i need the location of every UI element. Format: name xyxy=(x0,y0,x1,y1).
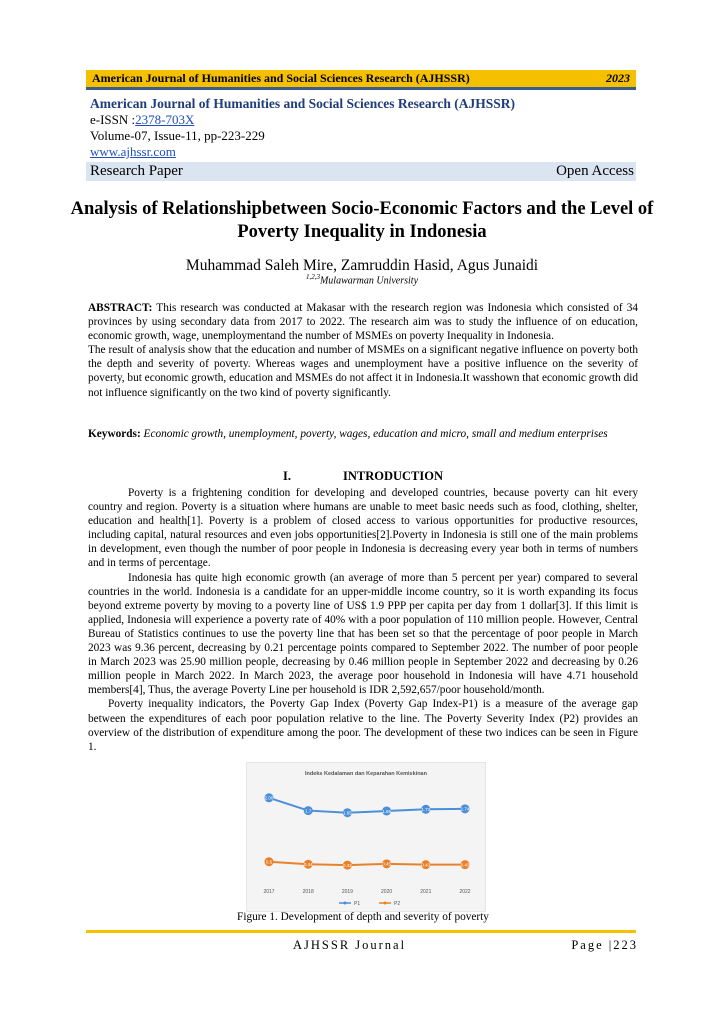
legend-label-P2: P2 xyxy=(394,901,401,907)
x-tick-label: 2018 xyxy=(302,889,314,895)
paper-title: Analysis of Relationshipbetween Socio-Economic Factors and the Level of Poverty Inequality in Indonesia xyxy=(70,199,654,242)
data-label-P1: 1.73 xyxy=(421,807,431,813)
data-label-P1: 2.00 xyxy=(264,795,274,801)
data-label-P2: 0.44 xyxy=(303,862,313,868)
issn-line xyxy=(90,112,640,128)
issn-label: e-ISSN : xyxy=(90,112,136,127)
website-link[interactable]: www.ajhssr.com xyxy=(90,144,176,159)
x-tick-label: 2020 xyxy=(381,889,393,895)
issn-link[interactable]: 2378-703X xyxy=(135,112,195,127)
affiliation-name: Mulawarman University xyxy=(319,275,419,287)
data-label-P2: 0.42 xyxy=(343,862,352,868)
x-tick-label: 2017 xyxy=(263,889,275,895)
data-label-P1: 1.74 xyxy=(460,806,470,812)
affiliation xyxy=(70,273,654,286)
figure-1-chart xyxy=(246,762,486,912)
chart-title: Indeks Kedalaman dan Keparahan Kemiskinan xyxy=(305,771,427,777)
data-label-P2: 0.43 xyxy=(421,862,431,868)
journal-header-bar xyxy=(86,70,636,90)
keywords-text: Economic growth, unemployment, poverty, wages, education and micro, small and medium enterprises xyxy=(143,428,608,440)
abstract-text-1: This research was conducted at Makasar with the research region was Indonesia which consisted of 34 provinces by using secondary data from 2017 to 2022. The research aim was to study the influence of on education, economic growth, wage, unemploymentand the number of MSMEs on poverty Inequality in Indonesia. xyxy=(88,302,638,343)
journal-title: American Journal of Humanities and Social Sciences Research (AJHSSR) xyxy=(90,96,515,111)
abstract-label: ABSTRACT: xyxy=(88,302,153,314)
journal-meta xyxy=(90,96,640,160)
x-tick-label: 2022 xyxy=(459,889,471,895)
authors: Muhammad Saleh Mire, Zamruddin Hasid, Agus Junaidi xyxy=(185,257,539,274)
x-tick-label: 2021 xyxy=(420,889,432,895)
section-title: INTRODUCTION xyxy=(342,469,443,483)
data-label-P2: 0.43 xyxy=(460,862,470,868)
intro-paragraph-1: Poverty is a frightening condition for developing and developed countries, because poverty can hit every country and region. Poverty is a situation where humans are unable to meet basic needs such as food, clothing, shelter, education and health[1]. Poverty is a problem of closed access to various opportunities for productive resources, including capital, natural resources and even jobs opportunities[2].Poverty in Indonesia is still one of the main problems in development, even though the number of poor people in Indonesia is decreasing every year both in terms of numbers and in terms of percentage. xyxy=(88,487,638,570)
footer-rule xyxy=(86,930,636,933)
intro-paragraph-3: Poverty inequality indicators, the Poverty Gap Index (Poverty Gap Index-P1) is a measure of the average gap between the expenditures of each poor population relative to the line. The Poverty Severity Index (P2) provides an overview of the distribution of expenditure among the poor. The development of these two indices can be seen in Figure 1. xyxy=(88,698,638,753)
paper-type-bar xyxy=(86,162,636,181)
intro-paragraph-2: Indonesia has quite high economic growth (an average of more than 5 percent per year) compared to several countries in the world. Indonesia is a candidate for an upper-middle income country, so it is worth expanding its focus beyond extreme poverty by moving to a poverty line of US$ 1.9 PPP per capita per day from 1 dollar[3]. If this limit is applied, Indonesia will experience a poverty rate of 40% with a poor population of 110 million people. However, Central Bureau of Statistics continues to use the poverty line that has been set so that the percentage of poor people in March 2023 was 9.36 percent, decreasing by 0.21 percentage points compared to September 2022. The number of poor people in March 2023 was 25.90 million people, decreasing by 0.46 million people in September 2022 and decreasing by 0.26 million people in March 2022. In March 2023, the average poor household in Indonesia will have 4.71 household members[4], Thus, the average Poverty Line per household is IDR 2,592,657/poor household/month. xyxy=(88,571,638,697)
access-type: Open Access xyxy=(556,163,634,179)
poverty-index-chart xyxy=(247,763,485,911)
series-line-P1 xyxy=(269,798,465,816)
legend-marker-P1 xyxy=(344,902,347,905)
abstract-text-2: The result of analysis show that the education and number of MSMEs on a significant negative influence on poverty both the depth and severity of poverty. Whereas wages and unemployment have a positive influence on the severity of poverty, but economic growth, education and MSMEs do not affect it in Indonesia.It wasshown that economic growth did not influence significantly on the two kind of poverty significantly. xyxy=(88,344,638,399)
paper-type: Research Paper xyxy=(90,163,183,179)
data-label-P1: 1.7 xyxy=(305,808,312,814)
abstract xyxy=(88,301,638,400)
keywords xyxy=(88,427,638,441)
footer-journal: AJHSSR Journal xyxy=(293,938,407,952)
data-label-P1: 1.69 xyxy=(382,808,391,814)
legend-marker-P2 xyxy=(384,902,387,905)
x-tick-label: 2019 xyxy=(341,889,353,895)
data-label-P2: 0.5 xyxy=(265,859,273,865)
header-year: 2023 xyxy=(606,71,630,85)
figure-caption: Figure 1. Development of depth and severity of poverty xyxy=(237,911,489,923)
legend-label-P1: P1 xyxy=(354,901,361,907)
section-number: I. xyxy=(282,469,291,483)
data-label-P2: 0.45 xyxy=(382,861,391,867)
introduction xyxy=(88,486,638,754)
footer-page: Page |223 xyxy=(571,938,638,952)
volume-line: Volume-07, Issue-11, pp-223-229 xyxy=(90,128,265,143)
header-journal-name: American Journal of Humanities and Social Sciences Research (AJHSSR) xyxy=(92,71,470,85)
data-label-P1: 1.65 xyxy=(343,810,352,816)
section-heading xyxy=(88,469,638,484)
keywords-label: Keywords: xyxy=(88,428,141,440)
affiliation-sup: 1,2,3 xyxy=(305,273,320,281)
